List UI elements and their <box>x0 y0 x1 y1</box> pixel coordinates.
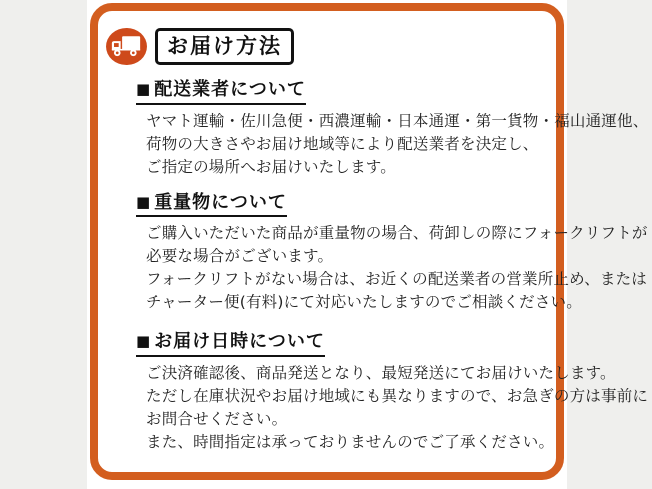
square-bullet-icon: ■ <box>136 80 152 98</box>
body-line: ご指定の場所へお届けいたします。 <box>146 157 396 176</box>
page-title: お届け方法 <box>155 28 294 65</box>
body-line: フォークリフトがない場合は、お近くの配送業者の営業所止め、または <box>146 270 648 289</box>
section-title <box>136 79 306 105</box>
section-title-text: 配送業者について <box>154 79 306 100</box>
truck-icon <box>105 27 148 66</box>
section-body <box>146 362 649 454</box>
square-bullet-icon: ■ <box>136 192 152 211</box>
section-title <box>136 331 325 357</box>
body-line: ヤマト運輸・佐川急便・西濃運輸・日本通運・第一貨物・福山通運他、 <box>146 111 649 130</box>
body-line: 必要な場合がございます。 <box>146 247 334 266</box>
section-title-text: 重量物について <box>154 191 287 213</box>
delivery-info-card <box>90 3 649 480</box>
section-delivery-carriers <box>136 79 649 179</box>
square-bullet-icon: ■ <box>136 332 152 351</box>
body-line: ご購入いただいた商品が重量物の場合、荷卸しの際にフォークリフトが <box>146 224 648 243</box>
section-body <box>146 110 649 179</box>
body-line: お問合せください。 <box>146 409 288 428</box>
body-line: ただし在庫状況やお届け地域にも異なりますので、お急ぎの方は事前に <box>146 386 649 405</box>
body-line: チャーター便(有料)にて対応いたしますのでご相談ください。 <box>146 293 582 312</box>
body-line: 荷物の大きさやお届け地域等により配送業者を決定し、 <box>146 134 539 153</box>
section-heavy-items <box>136 191 648 315</box>
section-delivery-datetime <box>136 331 649 454</box>
card-header <box>105 27 538 66</box>
body-line: また、時間指定は承っておりませんのでご了承ください。 <box>146 432 555 451</box>
section-title-text: お届け日時について <box>154 331 325 353</box>
section-title <box>136 192 287 218</box>
section-body <box>146 222 648 314</box>
body-line: ご決済確認後、商品発送となり、最短発送にてお届けいたします。 <box>146 363 616 382</box>
